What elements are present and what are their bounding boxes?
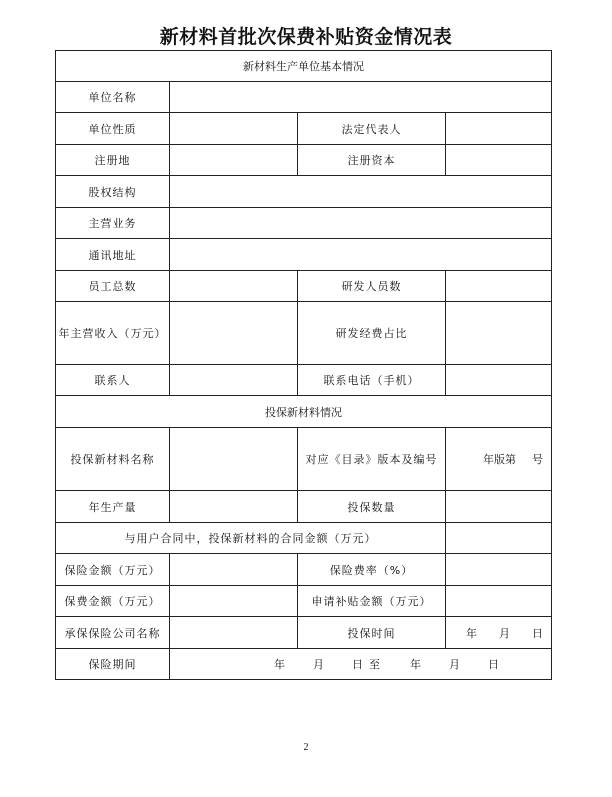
label-rd-ratio: 研发经费占比 (298, 302, 446, 365)
label-staff: 员工总数 (56, 271, 170, 302)
page-title: 新材料首批次保费补贴资金情况表 (159, 26, 453, 48)
field-contract-amount[interactable] (446, 523, 552, 554)
page-number: 2 (303, 742, 309, 753)
field-revenue[interactable] (170, 302, 298, 365)
field-material-name[interactable] (170, 428, 298, 491)
field-equity[interactable] (170, 176, 552, 208)
section-header-basic-info: 新材料生产单位基本情况 (56, 51, 552, 82)
period-start-day: 日 (352, 658, 363, 671)
period-end-day: 日 (488, 658, 499, 671)
field-unit-name[interactable] (170, 82, 552, 113)
subsidy-form-table (55, 50, 552, 680)
edition-no-text: 号 (532, 453, 543, 466)
label-premium-rate: 保险费率（%） (298, 554, 446, 586)
period-end-month: 月 (449, 658, 460, 671)
label-annual-output: 年生产量 (56, 491, 170, 523)
field-period[interactable] (170, 649, 552, 680)
label-insure-time: 投保时间 (298, 617, 446, 649)
period-start-month: 月 (313, 658, 324, 671)
label-premium: 保费金额（万元） (56, 586, 170, 617)
field-annual-output[interactable] (170, 491, 298, 523)
field-reg-capital[interactable] (446, 145, 552, 176)
insure-time-month: 月 (499, 626, 510, 640)
label-equity: 股权结构 (56, 176, 170, 208)
field-phone[interactable] (446, 365, 552, 396)
label-period: 保险期间 (56, 649, 170, 680)
label-contact: 联系人 (56, 365, 170, 396)
label-insured-qty: 投保数量 (298, 491, 446, 523)
period-to-text: 至 (369, 658, 380, 671)
label-main-business: 主营业务 (56, 208, 170, 239)
label-reg-place: 注册地 (56, 145, 170, 176)
field-insure-time[interactable] (446, 617, 552, 649)
field-contact[interactable] (170, 365, 298, 396)
edition-year-text: 年版第 (483, 453, 516, 466)
label-catalog: 对应《目录》版本及编号 (298, 428, 446, 491)
field-insured-qty[interactable] (446, 491, 552, 523)
field-premium[interactable] (170, 586, 298, 617)
label-insured-amount: 保险金额（万元） (56, 554, 170, 586)
label-unit-name: 单位名称 (56, 82, 170, 113)
insure-time-year: 年 (466, 626, 477, 640)
insure-time-day: 日 (532, 626, 543, 640)
field-rd-staff[interactable] (446, 271, 552, 302)
label-subsidy: 申请补贴金额（万元） (298, 586, 446, 617)
field-address[interactable] (170, 239, 552, 271)
label-contract-amount: 与用户合同中，投保新材料的合同金额（万元） (56, 523, 446, 554)
label-unit-nature: 单位性质 (56, 113, 170, 145)
field-catalog-edition[interactable] (446, 428, 552, 491)
field-legal-rep[interactable] (446, 113, 552, 145)
field-main-business[interactable] (170, 208, 552, 239)
period-start-year: 年 (274, 658, 285, 671)
field-insurer[interactable] (170, 617, 298, 649)
label-phone: 联系电话（手机） (298, 365, 446, 396)
label-rd-staff: 研发人员数 (298, 271, 446, 302)
label-legal-rep: 法定代表人 (298, 113, 446, 145)
period-end-year: 年 (410, 658, 421, 671)
field-reg-place[interactable] (170, 145, 298, 176)
section-header-insured-material: 投保新材料情况 (56, 396, 552, 428)
field-premium-rate[interactable] (446, 554, 552, 586)
field-insured-amount[interactable] (170, 554, 298, 586)
field-unit-nature[interactable] (170, 113, 298, 145)
label-reg-capital: 注册资本 (298, 145, 446, 176)
label-address: 通讯地址 (56, 239, 170, 271)
label-material-name: 投保新材料名称 (56, 428, 170, 491)
field-rd-ratio[interactable] (446, 302, 552, 365)
field-staff[interactable] (170, 271, 298, 302)
field-subsidy[interactable] (446, 586, 552, 617)
label-revenue: 年主营收入（万元） (56, 302, 170, 365)
label-insurer: 承保保险公司名称 (56, 617, 170, 649)
